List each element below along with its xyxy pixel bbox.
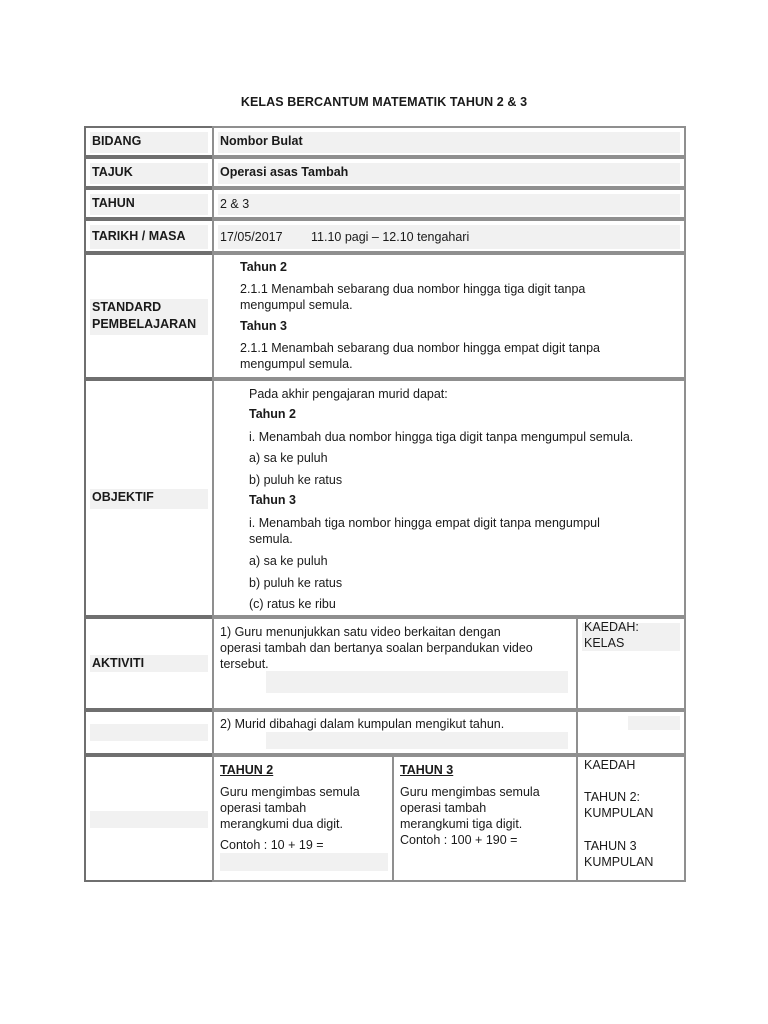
aktiviti-step2: 2) Murid dibahagi dalam kumpulan mengikut tahun. [220, 717, 505, 731]
aktiviti-tahun3-line3: merangkumi tiga digit. [400, 817, 523, 831]
objektif-tahun3-item-line2: semula. [249, 532, 293, 546]
aktiviti-tahun2-line2: operasi tambah [220, 801, 307, 815]
objektif-tahun3-a: a) sa ke puluh [249, 554, 328, 568]
aktiviti-tahun3-contoh: Contoh : 100 + 190 = [400, 833, 518, 847]
standard-tahun3-line1: 2.1.1 Menambah sebarang dua nombor hingga empat digit tanpa [240, 341, 600, 355]
objektif-tahun3-c: (c) ratus ke ribu [249, 597, 336, 611]
aktiviti-kaedah1-cell [576, 617, 686, 710]
kaedah2-t3-line2: KUMPULAN [584, 855, 654, 869]
tahun-label: TAHUN [92, 196, 135, 210]
aktiviti-step1-line1: 1) Guru menunjukkan satu video berkaitan dengan [220, 625, 501, 639]
tarikh-value-cell [212, 219, 686, 253]
tajuk-label: TAJUK [92, 165, 133, 179]
objektif-tahun2-b: b) puluh ke ratus [249, 473, 343, 487]
kaedah2-heading: KAEDAH [584, 758, 636, 772]
standard-content-cell [212, 253, 686, 379]
tahun-label-cell [84, 188, 214, 219]
document-title: KELAS BERCANTUM MATEMATIK TAHUN 2 & 3 [240, 95, 528, 109]
aktiviti-step1-line3: tersebut. [220, 657, 269, 671]
standard-label-line2: PEMBELAJARAN [92, 317, 197, 331]
kaedah2-t2-line1: TAHUN 2: [584, 790, 641, 804]
tajuk-label-cell [84, 157, 214, 188]
objektif-tahun2-item: i. Menambah dua nombor hingga tiga digit tanpa mengumpul semula. [249, 430, 634, 444]
objektif-intro: Pada akhir pengajaran murid dapat: [249, 387, 448, 401]
standard-label-cell [84, 253, 214, 379]
kaedah1-line1: KAEDAH: [584, 620, 639, 634]
tahun-value-cell [212, 188, 686, 219]
aktiviti-tahun2-cell [212, 755, 394, 882]
tarikh-time: 11.10 pagi – 12.10 tengahari [311, 230, 470, 244]
standard-tahun2-line2: mengumpul semula. [240, 298, 353, 312]
standard-label-line1: STANDARD [92, 300, 162, 314]
objektif-tahun3-heading: Tahun 3 [249, 493, 296, 507]
objektif-tahun3-item-line1: i. Menambah tiga nombor hingga empat digit tanpa mengumpul [249, 516, 600, 530]
standard-tahun2-heading: Tahun 2 [240, 260, 287, 274]
bidang-label-cell [84, 126, 214, 157]
tajuk-value-cell [212, 157, 686, 188]
aktiviti-tahun3-heading: TAHUN 3 [400, 763, 454, 777]
aktiviti-label-cell [84, 617, 214, 710]
aktiviti-kaedah2-cell [576, 755, 686, 882]
bidang-value-cell [212, 126, 686, 157]
kaedah1-line2: KELAS [584, 636, 625, 650]
standard-tahun3-heading: Tahun 3 [240, 319, 287, 333]
aktiviti-tahun2-heading: TAHUN 2 [220, 763, 274, 777]
tahun-value: 2 & 3 [220, 197, 250, 211]
objektif-label-cell [84, 379, 214, 617]
tarikh-label-cell [84, 219, 214, 253]
aktiviti-tahun2-contoh: Contoh : 10 + 19 = [220, 838, 324, 852]
aktiviti-step2-label-cell [84, 710, 214, 755]
objektif-tahun2-a: a) sa ke puluh [249, 451, 328, 465]
bidang-value: Nombor Bulat [220, 134, 303, 148]
standard-tahun2-line1: 2.1.1 Menambah sebarang dua nombor hingga tiga digit tanpa [240, 282, 586, 296]
aktiviti-step2-kaedah-cell [576, 710, 686, 755]
aktiviti-tahun3-line1: Guru mengimbas semula [400, 785, 540, 799]
objektif-tahun3-b: b) puluh ke ratus [249, 576, 343, 590]
objektif-tahun2-heading: Tahun 2 [249, 407, 296, 421]
aktiviti-tahun3-line2: operasi tambah [400, 801, 487, 815]
aktiviti-step1-line2: operasi tambah dan bertanya soalan berpandukan video [220, 641, 533, 655]
aktiviti-step2-cell [212, 710, 578, 755]
bidang-label: BIDANG [92, 134, 142, 148]
objektif-content-cell [212, 379, 686, 617]
kaedah2-t3-line1: TAHUN 3 [584, 839, 637, 853]
aktiviti-label: AKTIVITI [92, 656, 145, 670]
tarikh-label: TARIKH / MASA [92, 229, 186, 243]
aktiviti-tahun3-cell [392, 755, 578, 882]
aktiviti-tahun2-line1: Guru mengimbas semula [220, 785, 360, 799]
objektif-label: OBJEKTIF [92, 490, 154, 504]
tajuk-value: Operasi asas Tambah [220, 165, 349, 179]
aktiviti-step1-cell [212, 617, 578, 710]
aktiviti-tahun2-line3: merangkumi dua digit. [220, 817, 343, 831]
standard-tahun3-line2: mengumpul semula. [240, 357, 353, 371]
kaedah2-t2-line2: KUMPULAN [584, 806, 654, 820]
aktiviti-group-label-cell [84, 755, 214, 882]
tarikh-date: 17/05/2017 [220, 230, 283, 244]
